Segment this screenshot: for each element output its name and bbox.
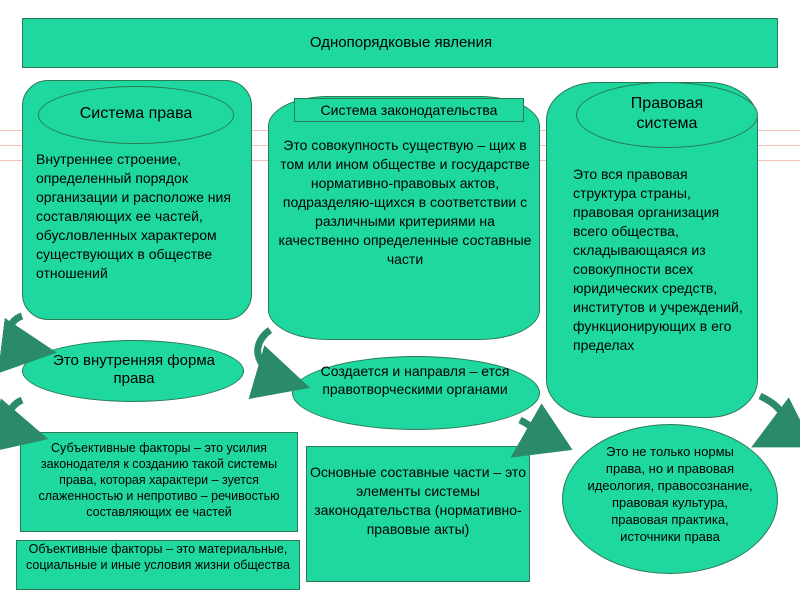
header-title: Однопорядковые явления <box>309 34 493 51</box>
law-making-text: Создается и направля – ется правотворческими органами <box>320 363 510 397</box>
objective-factors-text: Объективные факторы – это материальные, социальные и иные условия жизни общества <box>26 542 290 572</box>
arrow-1 <box>10 316 36 350</box>
legislation-title: Система законодательства <box>320 102 498 118</box>
arrow-5 <box>760 396 784 438</box>
law-system-title: Правовая система <box>630 95 704 132</box>
arrow-4 <box>520 420 536 446</box>
legislation-description: Это совокупность существую – щих в том или ином обществе и государстве нормативно-правовых актов, подразделяю-щихся в соответствии с различными критериями на качественно определенные составные части <box>278 137 532 267</box>
internal-form-text: Это внутренняя форма права <box>53 352 215 387</box>
arrow-3 <box>258 330 290 382</box>
law-system-scope-text: Это не только нормы права, но и правовая идеология, правосознание, правовая культура, правовая практика, источники права <box>587 444 753 544</box>
legal-system-title: Система права <box>79 105 193 122</box>
legislation-components-text: Основные составные части – это элементы системы законодательства (нормативно-правовые акты) <box>310 464 526 537</box>
subjective-factors-text: Субъективные факторы – это усилия законодателя к созданию такой системы права, которая характери – зуется слаженностью и непротиво – речивостью составляющих ее частей <box>38 441 280 519</box>
law-system-description: Это вся правовая структура страны, правовая организация всего общества, складывающаяся из совокупности всех юридических средств, институтов и учреждений, функционирующих в его пределах <box>573 166 743 353</box>
legal-system-description: Внутреннее строение, определенный порядок организации и расположе ния составляющих ее частей, обусловленных характером существующих в обществе отношений <box>36 151 231 281</box>
arrow-2 <box>9 400 28 434</box>
